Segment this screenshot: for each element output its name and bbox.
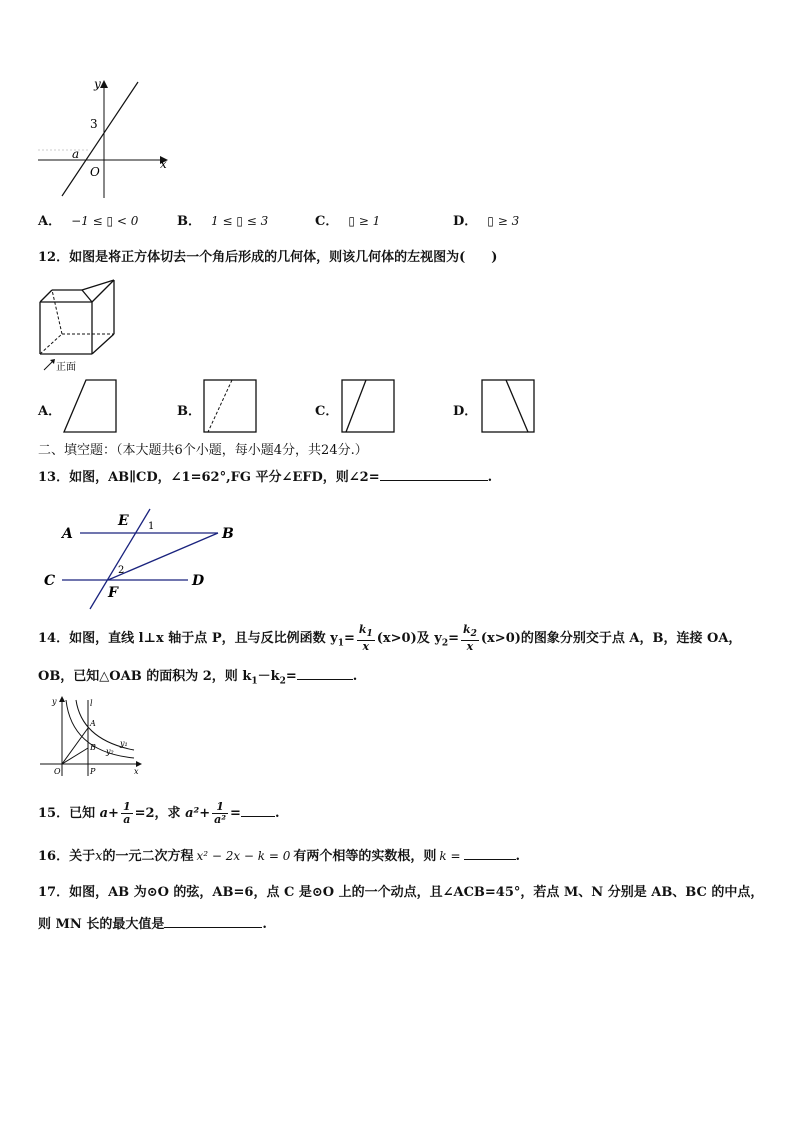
q14-l-label: l [90, 699, 93, 708]
q17-question-line1: 17．如图，AB 为⊙O 的弦，AB=6，点 C 是⊙O 上的一个动点，且∠ACB=45°，若点 M、N 分别是 AB、BC 的中点， [38, 885, 764, 900]
q14-question-line1: 14．如图，直线 l⊥x 轴于点 P，且与反比例函数 $y_1=$ $\frac{k_1}{x}$ (x>0)及 $y_2=$ $\frac{k_2}{x}$ (x>0)的图象分别交于点 A，B，连接 OA， [38, 623, 742, 654]
q15-question: 15．已知 a+ $\frac{1}{a}$ =2，求 a²+ $\frac{1}{\text{a²}}$ = . [38, 800, 280, 826]
q12-option-a-label: A． [38, 404, 62, 419]
q13-angle-1: 1 [148, 521, 155, 532]
q14-o-label: O [54, 767, 61, 776]
q15-frac-2: $\frac{1}{\text{a²}}$ [214, 800, 227, 826]
q15-frac-1: $\frac{1}{a}$ [122, 800, 131, 826]
q14-frac-k1: $\frac{k_1}{x}$ [358, 623, 373, 654]
q14-y1-label: y₁ [120, 739, 128, 748]
q12-option-d-label: D． [453, 404, 478, 419]
q14-y-label: y [52, 697, 57, 706]
q11-option-b: B． 1 ≤ ▯ ≤ 3 [177, 214, 269, 229]
q13-label-b: B [222, 526, 234, 542]
q12-option-c-label: C． [315, 404, 339, 419]
q14-inverse-function-figure [36, 694, 146, 780]
q14-frac-k2: $\frac{k_2}{x}$ [463, 623, 477, 654]
q13-label-c: C [44, 573, 56, 589]
q14-p-label: P [90, 767, 96, 776]
q16-answer-blank[interactable] [464, 846, 516, 860]
q13-parallel-lines-figure [40, 505, 250, 615]
q12-front-label: 正面 [56, 362, 76, 373]
q12-cut-cube-figure [30, 276, 130, 376]
q17-question-line2: 则 MN 长的最大值是 . [38, 914, 267, 934]
q12-question: 12．如图是将正方体切去一个角后形成的几何体，则该几何体的左视图为( ) [38, 250, 498, 265]
q12-option-c-figure [340, 378, 398, 436]
q11-x-label: x [160, 157, 167, 171]
q11-option-a: A． −1 ≤ ▯ < 0 [38, 214, 139, 229]
q13-label-a: A [62, 526, 73, 542]
q16-question: 16．关于x的一元二次方程 x² − 2x − k = 0 有两个相等的实数根，则 k = . [38, 846, 520, 866]
q13-answer-blank[interactable] [380, 467, 488, 481]
q14-y2-label: y₂ [106, 747, 114, 756]
q12-option-d-figure [480, 378, 538, 436]
q14-a-label: A [90, 719, 96, 728]
q11-mark-3: 3 [90, 117, 98, 131]
q13-end: . [487, 470, 493, 485]
q14-answer-blank[interactable] [297, 666, 353, 680]
q11-origin: O [90, 165, 100, 179]
q14-b-label: B [90, 743, 96, 752]
q13-label-d: D [192, 573, 205, 589]
q12-option-b-label: B． [177, 404, 201, 419]
q11-y-label: y [94, 77, 101, 91]
q13-label-f: F [108, 585, 118, 601]
section-heading-fill-in: 二、填空题：（本大题共6个小题，每小题4分，共24分.） [38, 443, 368, 458]
q17-answer-blank[interactable] [164, 914, 262, 928]
q11-line-graph [30, 74, 180, 204]
q11-option-d: D． ▯ ≥ 3 [453, 214, 520, 229]
q11-option-c: C． ▯ ≥ 1 [315, 214, 381, 229]
q13-question [38, 467, 492, 487]
q13-text: 13．如图，AB∥CD，∠1=62°,FG 平分∠EFD，则∠2= [38, 470, 380, 485]
q14-question-line2: OB，已知△OAB 的面积为 2，则 $k_1-k_2=$ . [38, 666, 357, 691]
q12-option-a-figure [62, 378, 120, 436]
q15-answer-blank[interactable] [241, 803, 275, 817]
q13-label-e: E [118, 513, 129, 529]
q11-mark-a: a [72, 147, 80, 161]
q13-angle-2: 2 [118, 565, 125, 576]
q14-x-label: x [134, 767, 139, 776]
q12-option-b-figure [202, 378, 260, 436]
